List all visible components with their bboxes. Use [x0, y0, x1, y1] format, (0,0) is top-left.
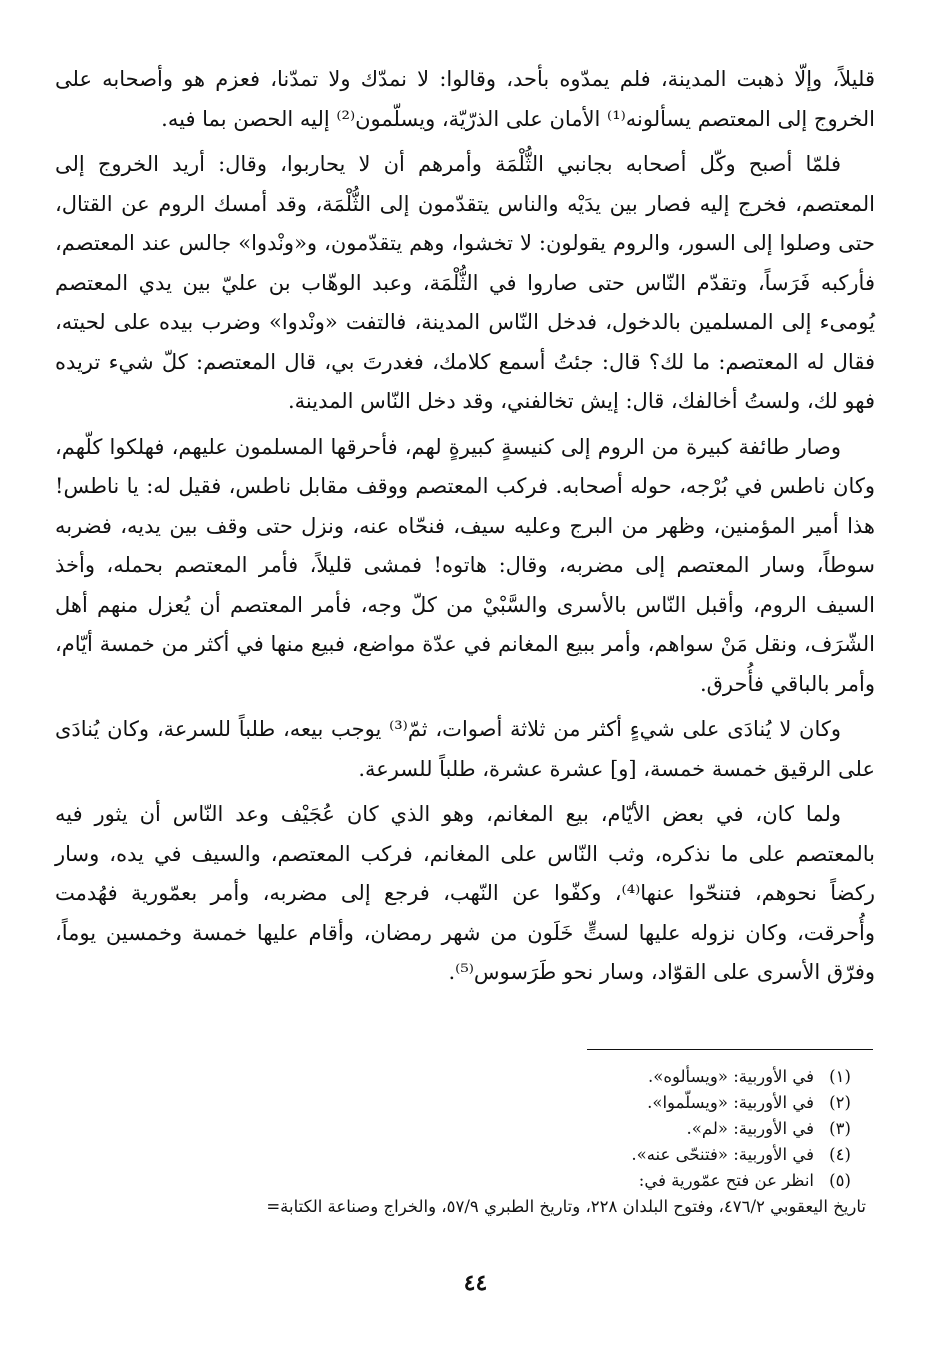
footnote-text: في الأوربية: «فتنحّى عنه». [631, 1145, 814, 1164]
paragraph-4: وكان لا يُنادَى على شيءٍ أكثر من ثلاثة أصوات، ثمّ⁽³⁾ يوجب بيعه، طلباً للسرعة، وكان يُنادَى على الرقيق خمسة خمسة، [و] عشرة عشرة، طلباً للسرعة. [55, 717, 875, 781]
footnote-4 [40, 1142, 866, 1168]
footnote-text: في الأوربية: «ويسلّموا». [647, 1093, 814, 1112]
footnote-3 [40, 1116, 866, 1142]
footnotes [40, 1064, 866, 1220]
paragraph-2: فلمّا أصبح وكّل أصحابه بجانبي الثُّلْمَة وأمرهم أن لا يحاربوا، وقال: أريد الخروج إلى المعتصم، فخرج إليه فصار بين يدَيْه والناس يتقدّمون إلى الثُّلْمَة، وقد أمسك الروم عن القتال، حتى وصلوا إلى السور، والروم يقولون: لا تخشوا، وهم يتقدّمون، و«ونْدوا» جالس عند المعتصم، فأركبه فَرَساً، وتقدّم النّاس حتى صاروا في الثُّلْمَة، وعبد الوهّاب بن عليّ بين يدي المعتصم يُومىء إلى المسلمين بالدخول، فدخل النّاس المدينة، فالتفت «ونْدوا» وضرب بيده على لحيته، فقال له المعتصم: ما لك؟ قال: جئتُ أسمع كلامك، فغدرتَ بي، قال المعتصم: كلّ شيء تريده فهو لك، ولستُ أخالفك، قال: إيش تخالفني، وقد دخل النّاس المدينة. [55, 152, 875, 413]
paragraph-5: ولما كان، في بعض الأيّام، بيع المغانم، وهو الذي كان عُجَيْف وعد النّاس أن يثور فيه بالمعتصم على ما نذكره، وثب النّاس على المغانم، فركب المعتصم، والسيف في يده، وسار ركضاً نحوهم، فتنحّوا عنها⁽⁴⁾، وكفّوا عن النّهب، فرجع إلى مضربه، وأمر بعمّورية فهُدمت وأُحرقت، وكان نزوله عليها لستٍّ خَلَون من شهر رمضان، وأقام عليها خمسة وخمسين يوماً، وفرّق الأسرى على القوّاد، وسار نحو طَرَسوس⁽⁵⁾. [55, 802, 876, 984]
footnote-number: (١) [829, 1067, 851, 1086]
footnote-continuation: تاريخ اليعقوبي ٤٧٦/٢، وفتوح البلدان ٢٢٨، وتاريخ الطبري ٥٧/٩، والخراج وصناعة الكتابة= [266, 1197, 866, 1216]
footnote-5 [40, 1168, 866, 1194]
paragraph-1: قليلاً، وإلّا ذهبت المدينة، فلم يمدّوه بأحد، وقالوا: لا نمدّك ولا تمدّنا، فعزم هو وأصحابه على الخروج إلى المعتصم يسألونه⁽¹⁾ الأمان على الذرّيّة، ويسلّمون⁽²⁾ إليه الحصن بما فيه. [55, 67, 875, 131]
footnote-text: انظر عن فتح عمّورية في: [638, 1171, 814, 1190]
footnote-number: (٥) [829, 1171, 851, 1190]
footnote-divider [587, 1049, 873, 1050]
footnote-text: في الأوربية: «لم». [686, 1119, 814, 1138]
footnote-number: (٤) [829, 1145, 851, 1164]
footnote-1 [40, 1064, 866, 1090]
footnote-number: (٢) [829, 1093, 851, 1112]
main-text [55, 60, 875, 999]
footnote-text: في الأوربية: «ويسألوه». [648, 1067, 814, 1086]
paragraph-3: وصار طائفة كبيرة من الروم إلى كنيسةٍ كبيرةٍ لهم، فأحرقها المسلمون عليهم، فهلكوا كلّهم، وكان ناطس في بُرْجه، حوله أصحابه. فركب المعتصم ووقف مقابل ناطس، فقيل له: يا ناطس! هذا أمير المؤمنين، وظهر من البرج وعليه سيف، فنحّاه عنه، ونزل حتى وقف بين يديه، فضربه سوطاً، وسار المعتصم إلى مضربه، وقال: هاتوه! فمشى قليلاً، فأمر المعتصم بحمله، وأخذ السيف الروم، وأقبل النّاس بالأسرى والسَّبْيْ من كلّ وجه، فأمر المعتصم أن يُعزل منهم أهل الشّرَف، ونقل مَنْ سواهم، وأمر ببيع المغانم في عدّة مواضع، فبيع منها في أكثر من خمسة أيّام، وأمر بالباقي فأُحرق. [55, 434, 875, 696]
footnote-number: (٣) [829, 1119, 851, 1138]
footnote-2 [40, 1090, 866, 1116]
page-number: ٤٤ [463, 1270, 488, 1296]
